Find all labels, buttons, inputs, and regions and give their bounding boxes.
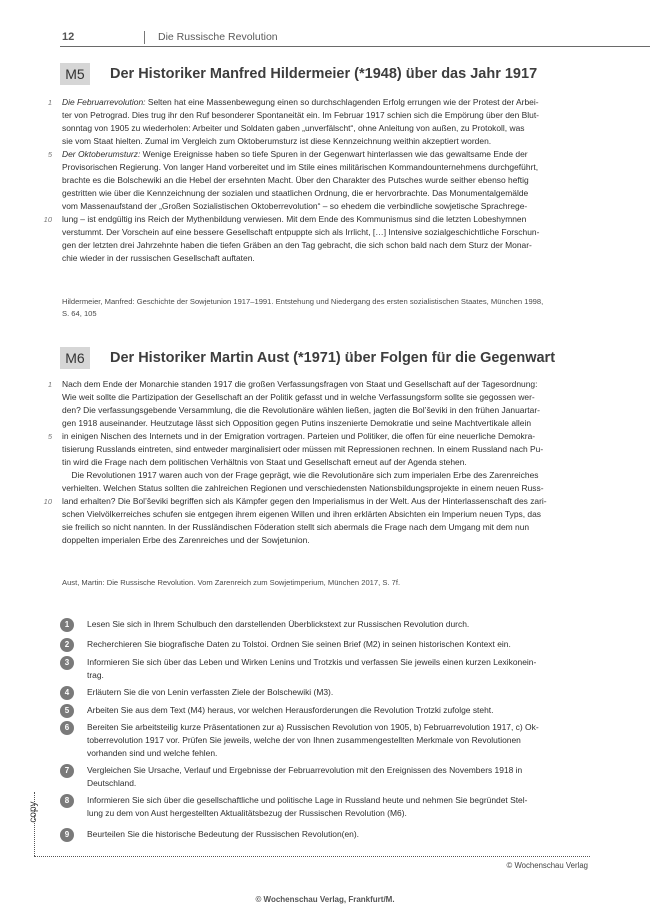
line-number: 5 xyxy=(47,150,52,159)
paragraph-lead: Der Oktoberumsturz: xyxy=(62,149,141,159)
line-text: ter von Petrograd. Dies trug ihr den Ruf besonderer Spontaneität ein. Im Februar 1917 schien sich die Empörung über den Blut- xyxy=(62,110,539,120)
line-text: sonntag von 1905 zu wiederholen: Arbeiter und Soldaten gaben „unverfälscht“, ohne Anleitung von außen, zu Protokoll, was xyxy=(62,123,525,133)
line-text: vom Massenaufstand der „Großen Sozialistischen Oktoberrevolution“ – so ehedem die verbindliche sowjetische Sprachrege- xyxy=(62,201,528,211)
m6-source xyxy=(62,577,582,589)
source-line: Hildermeier, Manfred: Geschichte der Sowjetunion 1917–1991. Entstehung und Niedergang des ersten sozialistischen Staates, München 1998, xyxy=(62,297,544,306)
text-line xyxy=(43,213,584,226)
line-text: sie freilich so nicht nannten. In der Russländischen Föderation stellt sich abermals die Frage nach dem Umgang mit dem nun xyxy=(62,522,530,532)
text-line xyxy=(62,161,584,174)
task-line: Erläutern Sie die von Lenin verfassten Ziele der Bolschewiki (M3). xyxy=(87,687,334,697)
task-line: Lesen Sie sich in Ihrem Schulbuch den darstellenden Überblickstext zur Russischen Revolution durch. xyxy=(87,619,470,629)
line-text: gen 1918 auseinander. Heutzutage lässt sich Opposition gegen Putins inszenierte Demokratie und seine Machtvertikale allein xyxy=(62,418,532,428)
line-text: lung – ist endgültig ins Reich der Mythenbildung verwiesen. Mit dem Ende des Kommunismus sind die letzten Lobeshymnen xyxy=(62,214,527,224)
task-number-badge: 6 xyxy=(60,721,74,735)
line-text: Die Revolutionen 1917 waren auch von der Frage geprägt, wie die Revolutionäre sich zum imperialen Erbe des Zarenreiches xyxy=(62,470,539,480)
line-text: brachte es die Bolschewiki an die Hebel der ersehnten Macht. Über den Charakter des Putsches wurde seither ebenso heftig xyxy=(62,175,529,185)
task-line: Vergleichen Sie Ursache, Verlauf und Ergebnisse der Februarrevolution mit den Ereignissen des Novembers 1918 in xyxy=(87,765,523,775)
task-number-badge: 2 xyxy=(60,638,74,652)
m6-text xyxy=(43,378,584,547)
line-number: 10 xyxy=(43,497,52,506)
line-number: 1 xyxy=(47,380,52,389)
text-line xyxy=(47,378,584,391)
text-line xyxy=(62,187,584,200)
line-text: in einigen Nischen des Internets und in der Emigration vortragen. Parteien und Politiker, die offen für eine neuerliche Demokra- xyxy=(62,431,536,441)
text-line xyxy=(62,174,584,187)
text-line xyxy=(62,443,584,456)
line-text: Nach dem Ende der Monarchie standen 1917 die großen Verfassungsfragen von Staat und Gesellschaft auf der Tagesordnung: xyxy=(62,379,538,389)
task-line: Beurteilen Sie die historische Bedeutung der Russischen Revolution(en). xyxy=(87,829,360,839)
task-text xyxy=(87,656,590,682)
task-text xyxy=(87,721,590,760)
header-separator xyxy=(144,31,145,44)
section-title: Der Historiker Martin Aust (*1971) über Folgen für die Gegenwart xyxy=(110,350,556,366)
source-line: Aust, Martin: Die Russische Revolution. Vom Zarenreich zum Sowjetimperium, München 2017, S. 7f. xyxy=(62,578,401,587)
task-text xyxy=(87,686,590,699)
task-line: trag. xyxy=(87,670,104,680)
line-text: schen Vielvölkerreiches schufen sie entgegen ihrem eigenen Willen und ihren erklärten Absichten ein Imperium neuen Typs, das xyxy=(62,509,542,519)
task-line: Recherchieren Sie biografische Daten zu Tolstoi. Ordnen Sie seinen Brief (M2) in seinen historischen Kontext ein. xyxy=(87,639,511,649)
text-line xyxy=(62,135,584,148)
task-line: Informieren Sie sich über das Leben und Wirken Lenins und Trotzkis und verfassen Sie jeweils einen kurzen Lexikonein- xyxy=(87,657,537,667)
task-line: Bereiten Sie arbeitsteilig kurze Präsentationen zur a) Russischen Revolution von 1905, b) Februarrevolution 1917, c) Ok- xyxy=(87,722,539,732)
task-number-badge: 9 xyxy=(60,828,74,842)
copy-frame-bottom xyxy=(34,856,590,857)
m5-text xyxy=(43,96,584,265)
task-line: Deutschland. xyxy=(87,778,137,788)
task-text xyxy=(87,794,590,820)
task-line: toberrevolution 1917 vor. Prüfen Sie jeweils, welche der von Ihnen zusammengestellten Merkmale von Revolutionen xyxy=(87,735,521,745)
line-text: chie wieder in der russischen Gesellschaft auftaten. xyxy=(62,253,255,263)
m5-source xyxy=(62,296,582,319)
text-line xyxy=(62,508,584,521)
text-line xyxy=(62,469,584,482)
text-line xyxy=(62,404,584,417)
task-text xyxy=(87,638,590,651)
source-line: S. 64, 105 xyxy=(62,308,97,318)
line-text: Wie weit sollte die Partizipation der Gesellschaft an der Politik gefasst und in welche Verfassungsform sollte sie gegossen wer- xyxy=(62,392,535,402)
line-text: Selten hat eine Massenbewegung einen so durchschlagenden Erfolg errungen wie der Protest der Arbei- xyxy=(145,97,539,107)
section-badge: M6 xyxy=(60,347,90,369)
text-line xyxy=(62,391,584,404)
line-number: 5 xyxy=(47,432,52,441)
text-line xyxy=(62,417,584,430)
task-line: vorhanden sind und welche fehlen. xyxy=(87,748,218,758)
paragraph-lead: Die Februarrevolution: xyxy=(62,97,146,107)
task-text xyxy=(87,704,590,717)
line-text: tisierung Russlands eintreten, sind entweder marginalisiert oder müssen mit Repressionen rechnen. In einem Russland nach Pu- xyxy=(62,444,544,454)
task-line: Arbeiten Sie aus dem Text (M4) heraus, vor welchen Herausforderungen die Revolution Trotzki zufolge steht. xyxy=(87,705,494,715)
text-line xyxy=(62,239,584,252)
page-number: 12 xyxy=(62,31,75,43)
header-rule xyxy=(60,46,650,47)
line-text: sie vom Staat hielten. Zumal im Vergleich zum Oktoberumsturz ist diese Kennzeichnung weithin akzeptiert worden. xyxy=(62,136,492,146)
line-text: Wenige Ereignisse haben so tiefe Spuren in der Gegenwart hinterlassen wie das gewaltsame Ende der xyxy=(140,149,528,159)
line-text: verhielten. Welchen Status sollten die zahlreichen Regionen und verschiedensten Nationsbildungsprojekte in einem neuen Russ- xyxy=(62,483,544,493)
text-line xyxy=(47,148,584,161)
task-line: Informieren Sie sich über die gesellschaftliche und politische Lage in Russland heute und nehmen Sie begründet Stel- xyxy=(87,795,528,805)
task-number-badge: 7 xyxy=(60,764,74,778)
text-line xyxy=(47,96,584,109)
task-text xyxy=(87,618,590,631)
task-number-badge: 5 xyxy=(60,704,74,718)
line-text: Provisorischen Regierung. Von langer Hand vorbereitet und im Stile eines militärischen Kommandounternehmens durchgeführt, xyxy=(62,162,539,172)
text-line xyxy=(62,109,584,122)
task-number-badge: 3 xyxy=(60,656,74,670)
task-number-badge: 1 xyxy=(60,618,74,632)
text-line xyxy=(62,521,584,534)
copy-label: copy xyxy=(28,801,39,823)
line-text: den? Die verfassungsgebende Versammlung, die die Revolutionäre wählen ließen, jagten die Bol’ševiki in den frühen Januartar- xyxy=(62,405,540,415)
text-line xyxy=(62,456,584,469)
task-number-badge: 4 xyxy=(60,686,74,700)
task-text xyxy=(87,828,590,841)
text-line xyxy=(62,226,584,239)
text-line xyxy=(62,200,584,213)
text-line xyxy=(62,252,584,265)
line-text: gestritten wie über die Kennzeichnung der sozialen und staatlichen Ordnung, die er hervorbrachte. Das Monumentalgemälde xyxy=(62,188,529,198)
line-text: doppelten imperialen Erbe des Zarenreiches und der Sowjetunion. xyxy=(62,535,310,545)
task-number-badge: 8 xyxy=(60,794,74,808)
task-text xyxy=(87,764,590,790)
line-text: gen der letzten drei Jahrzehnte haben die tiefen Gräben an den Tag gebracht, die sich schon bald nach dem Sturz der Monar- xyxy=(62,240,532,250)
text-line xyxy=(43,495,584,508)
line-text: verstummt. Der Vorschein auf eine bessere Gesellschaft entpuppte sich als Irrlicht, […] Intensive sozialgeschichtliche Forschun- xyxy=(62,227,540,237)
task-line: lung zu dem von Aust hergestellten Aktualitätsbezug der Russischen Revolution (M6). xyxy=(87,808,407,818)
running-title: Die Russische Revolution xyxy=(158,31,278,43)
text-line xyxy=(62,482,584,495)
line-text: land erhalten? Die Bol’ševiki begriffen sich als Kämpfer gegen den Imperialismus in der Welt. Aus der Hinterlassenschaft des zari- xyxy=(62,496,547,506)
section-title: Der Historiker Manfred Hildermeier (*1948) über das Jahr 1917 xyxy=(110,66,538,82)
text-line xyxy=(62,534,584,547)
text-line xyxy=(62,122,584,135)
text-line xyxy=(47,430,584,443)
copyright-note: © Wochenschau Verlag xyxy=(506,861,588,870)
page-footer: © Wochenschau Verlag, Frankfurt/M. xyxy=(255,895,395,904)
line-number: 1 xyxy=(47,98,52,107)
section-badge: M5 xyxy=(60,63,90,85)
line-number: 10 xyxy=(43,215,52,224)
line-text: tin wird die Frage nach dem politischen Verhältnis von Staat und Gesellschaft erneut auf der Agenda stehen. xyxy=(62,457,467,467)
